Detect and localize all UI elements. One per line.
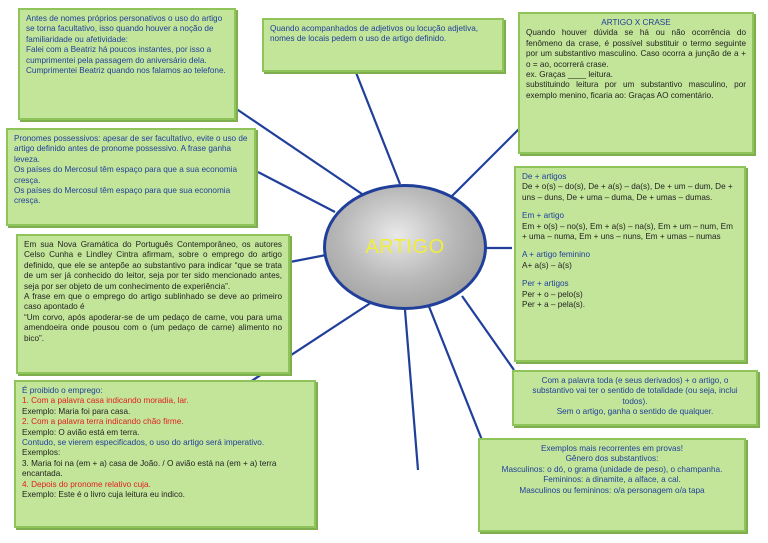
connector-mid-left-2 [290, 255, 326, 262]
connector-top-middle [355, 70, 400, 184]
prohibited-example-3: 3. Maria foi na (em + a) casa de João. / O avião está na (em + a) terra encantada. [22, 458, 277, 479]
center-hub [323, 184, 487, 310]
gender-text-1: Exemplos mais recorrentes em provas! [541, 444, 683, 453]
box-grammar-quote [16, 234, 290, 374]
prohibited-rule-1: 1. Com a palavra casa indicando moradia, lar. [22, 396, 189, 406]
grammar-quote-text-2: A frase em que o emprego do artigo sublinhado se deve ao primeiro caso apontado é [24, 292, 282, 312]
possessive-text-2: Os países do Mercosul têm espaço para que a sua economia cresça. [14, 165, 238, 185]
gender-text-4: Femininos: a dinamite, a alface, a cal. [543, 475, 681, 485]
gender-text-3: Masculinos: o dó, o grama (unidade de peso), o champanha. [501, 464, 723, 474]
possessive-text-3: Os países do Mercosul têm espaço para que sua economia cresça. [14, 186, 231, 206]
gender-text-5: Masculinos ou femininos: o/a personagem o/a tapa [519, 485, 705, 495]
box-proper-names [18, 8, 236, 120]
proper-names-text-3: Cumprimentei Beatriz quando nos falamos ao telefone. [26, 66, 226, 76]
contraction-a-text: A+ a(s) – à(s) [522, 260, 572, 270]
prohibited-rule-2: 2. Com a palavra terra indicando chão firme. [22, 417, 184, 427]
prohibited-rule-4: 4. Depois do pronome relativo cuja. [22, 479, 151, 489]
prohibited-example-4: Exemplo: Este é o livro cuja leitura eu indico. [22, 490, 185, 500]
contraction-per-text-2: Per + a – pela(s). [522, 300, 586, 310]
toda-text-1: Com a palavra toda (e seus derivados) + o artigo, o substantivo vai ter o sentido de totalidade (ou seja, inclui todos). [532, 376, 738, 406]
box-toda [512, 370, 758, 426]
grammar-quote-text-1: Em sua Nova Gramática do Português Contemporâneo, os autores Celso Cunha e Lindley Cintra afirmam, sobre o emprego do artigo definido, que ele se antepõe ao substantivo para indicar “que se trata de um ser já conhecido do leitor, seja por ter sido mencionado antes, seja por ser objeto de um conhecimento de experiência”. [24, 240, 282, 291]
contraction-de-text: De + o(s) – do(s), De + a(s) – da(s), De + um – dum, De + uns – duns, De + uma – duma, De + umas – dumas. [522, 182, 733, 202]
prohibited-example-2: Exemplo: O avião está em terra. [22, 427, 140, 437]
possessive-text-1: Pronomes possessivos: apesar de ser facultativo, evite o uso de artigo definido antes de pronome possessivo. A frase ganha leveza. [14, 134, 248, 164]
contraction-em-title: Em + artigo [522, 211, 565, 221]
gender-text-2: Gênero dos substantivos: [565, 454, 659, 464]
contraction-a-title: A + artigo feminino [522, 250, 591, 260]
proper-names-text-2: Falei com a Beatriz há poucos instantes, por isso a cumprimentei pela passagem do aniversário dela. [26, 45, 212, 65]
box-contractions [514, 166, 746, 362]
toda-text-2: Sem o artigo, ganha o sentido de qualquer. [556, 407, 714, 417]
crase-title: ARTIGO X CRASE [601, 18, 671, 27]
crase-text-3: substituindo leitura por um substantivo masculino, por exemplo menino, ficaria ao: Graças AO comentário. [526, 80, 746, 100]
prohibited-example-1: Exemplo: Maria foi para casa. [22, 406, 131, 416]
contraction-per-text-1: Per + o – pelo(s) [522, 289, 583, 299]
crase-text-1: Quando houver dúvida se há ou não ocorrência do fenômeno da crase, é possível substituir o termo seguinte por um substantivo masculino. Caso ocorra a junção de a + o = ao, ocorrerá crase. [526, 28, 746, 69]
connector-bottom-middle [405, 310, 418, 470]
contraction-de-title: De + artigos [522, 172, 567, 181]
grammar-quote-text-3: “Um corvo, após apoderar-se de um pedaço de carne, vou para uma amendoeira onde pousou com o (um pedaço de carne) alimento no bico”. [24, 312, 282, 343]
prohibited-contudo: Contudo, se vierem especificados, o uso do artigo será imperativo. [22, 438, 265, 448]
crase-text-2: ex. Graças ____ leitura. [526, 70, 613, 80]
place-names-text: Quando acompanhados de adjetivos ou locução adjetiva, nomes de locais pedem o uso de artigo definido. [270, 24, 479, 44]
connector-bottom-right-2 [428, 304, 482, 440]
connector-mid-left-1 [258, 172, 335, 212]
prohibited-examples-label: Exemplos: [22, 448, 61, 458]
box-possessive-pronouns [6, 128, 256, 226]
contraction-em-text: Em + o(s) – no(s), Em + a(s) – na(s), Em + um – num, Em + uma – numa, Em + uns – nuns, Em + umas – numas [522, 221, 733, 242]
connector-top-right [452, 128, 520, 196]
proper-names-text-1: Antes de nomes próprios personativos o uso do artigo se torna facultativo, isso quando houver a noção de familiaridade ou afetividade: [26, 14, 223, 44]
box-gender-examples [478, 438, 746, 532]
prohibited-title: É proibido o emprego: [22, 386, 103, 395]
center-label: ARTIGO [365, 235, 445, 258]
box-artigo-x-crase [518, 12, 754, 154]
contraction-per-title: Per + artigos [522, 279, 569, 289]
box-prohibited-use [14, 380, 316, 528]
box-place-names [262, 18, 504, 72]
connector-bottom-right-1 [462, 296, 514, 370]
